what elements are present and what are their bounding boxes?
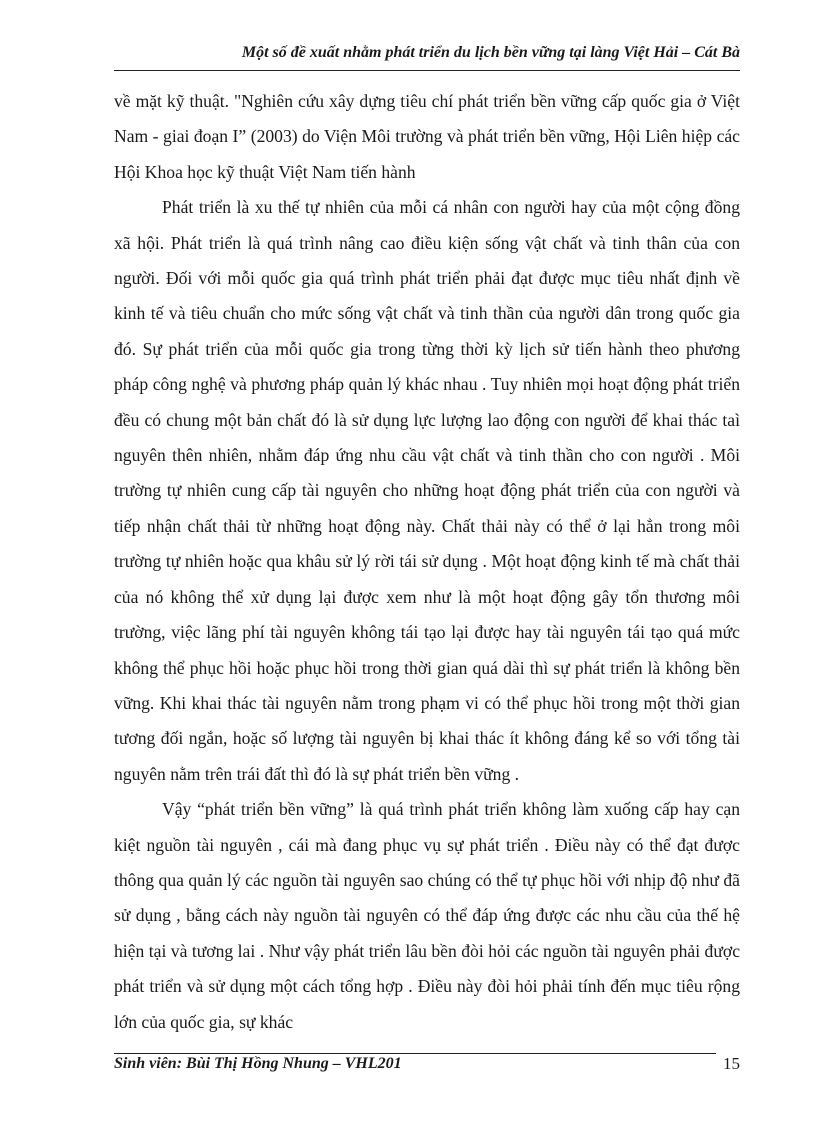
footer-divider (114, 1053, 716, 1054)
paragraph-development-definition: Phát triển là xu thế tự nhiên của mỗi cá nhân con người hay của một cộng đồng xã hội. Phát triển là quá trình nâng cao điều kiện sống vật chất và tinh thân của con người. Đối với mỗi quốc gia quá trình phát triển phải đạt được mục tiêu nhất định về kinh tế và tiêu chuẩn cho mức sống vật chất và tinh thần của người dân trong quốc gia đó. Sự phát triển của mỗi quốc gia trong từng thời kỳ lịch sử tiến hành theo phương pháp công nghệ và phương pháp quản lý khác nhau . Tuy nhiên mọi hoạt động phát triển đều có chung một bản chất đó là sử dụng lực lượng lao động con người để khai thác taì nguyên thên nhiên, nhằm đáp ứng nhu cầu vật chất và tinh thần cho con người . Môi trường tự nhiên cung cấp tài nguyên cho những hoạt động phát triển của con người và tiếp nhận chất thải từ những hoạt động này. Chất thải này có thể ở lại hẳn trong môi trường tự nhiên hoặc qua khâu sử lý rời tái sử dụng . Một hoạt động kinh tế mà chất thải của nó không thể xử dụng lại được xem như là một hoạt động gây tổn thương môi trường, việc lãng phí tài nguyên không tái tạo lại được hay tài nguyên tái tạo quá mức không thể phục hồi hoặc phục hồi trong thời gian quá dài thì sự phát triển là không bền vững. Khi khai thác tài nguyên nằm trong phạm vi có thể phục hồi trong một thời gian tương đối ngắn, hoặc số lượng tài nguyên bị khai thác ít không đáng kể so với tổng tài nguyên nằm trên trái đất thì đó là sự phát triển bền vững . (114, 197, 740, 784)
footer-author: Sinh viên: Bùi Thị Hồng Nhung – VHL201 (114, 1055, 402, 1072)
header-divider (114, 70, 740, 71)
document-body (114, 84, 740, 1040)
page-number: 15 (723, 1054, 740, 1073)
paragraph-continuation: về mặt kỹ thuật. "Nghiên cứu xây dựng tiêu chí phát triển bền vững cấp quốc gia ở Việt Nam - giai đoạn I” (2003) do Viện Môi trường và phát triển bền vững, Hội Liên hiệp các Hội Khoa học kỹ thuật Việt Nam tiến hành (114, 91, 740, 182)
paragraph-sustainable-development: Vậy “phát triển bền vững” là quá trình phát triển không làm xuống cấp hay cạn kiệt nguồn tài nguyên , cái mà đang phục vụ sự phát triển . Điều này có thể đạt được thông qua quản lý các nguồn tài nguyên sao chúng có thể tự phục hồi với nhịp độ như đã sử dụng , bằng cách này nguồn tài nguyên có thể đáp ứng được các nhu cầu của thế hệ hiện tại và tương lai . Như vậy phát triển lâu bền đòi hỏi các nguồn tài nguyên phải được phát triển và sử dụng một cách tổng hợp . Điều này đòi hỏi phải tính đến mục tiêu rộng lớn của quốc gia, sự khác (114, 799, 740, 1032)
page-header-title: Một số đề xuất nhằm phát triển du lịch bền vững tại làng Việt Hải – Cát Bà (241, 44, 740, 61)
